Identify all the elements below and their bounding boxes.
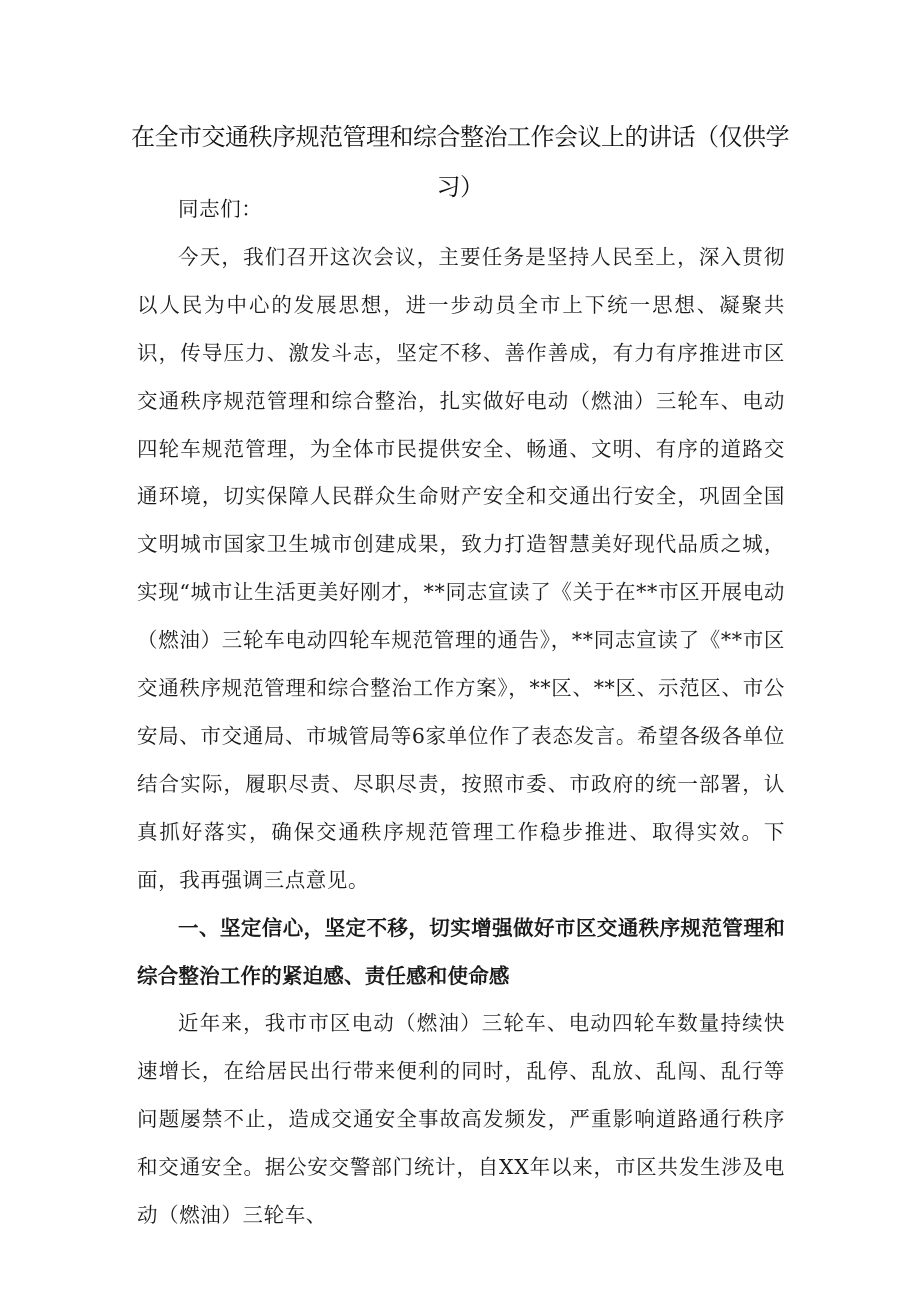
document-title: 在全市交通秩序规范管理和综合整治工作会议上的讲话（仅供学习） — [131, 123, 789, 201]
section-1-paragraph: 近年来，我市市区电动（燃油）三轮车、电动四轮车数量持续快速增长，在给居民出行带来便利的同时，乱停、乱放、乱闯、乱行等问题屡禁不止，造成交通安全事故高发频发，严重影响道路通行秩序和交通安全。据公安交警部门统计，自XX年以来，市区共发生涉及电动（燃油）三轮车、 — [137, 1011, 785, 1228]
document-body — [137, 186, 785, 1240]
opening-paragraph: 今天，我们召开这次会议，主要任务是坚持人民至上，深入贯彻以人民为中心的发展思想，进一步动员全市上下统一思想、凝聚共识，传导压力、激发斗志，坚定不移、善作善成，有力有序推进市区交通秩序规范管理和综合整治，扎实做好电动（燃油）三轮车、电动四轮车规范管理，为全体市民提供安全、畅通、文明、有序的道路交通环境，切实保障人民群众生命财产安全和交通出行安全，巩固全国文明城市国家卫生城市创建成果，致力打造智慧美好现代品质之城，实现“城市让生活更美好刚才，**同志宣读了《关于在**市区开展电动（燃油）三轮车电动四轮车规范管理的通告》，**同志宣读了《**市区交通秩序规范管理和综合整治工作方案》，**区、**区、示范区、市公安局、市交通局、市城管局等6家单位作了表态发言。希望各级各单位结合实际，履职尽责、尽职尽责，按照市委、市政府的统一部署，认真抓好落实，确保交通秩序规范管理工作稳步推进、取得实效。下面，我再强调三点意见。 — [137, 244, 785, 892]
salutation: 同志们： — [178, 197, 263, 221]
section-heading-1: 一、坚定信心，坚定不移，切实增强做好市区交通秩序规范管理和综合整治工作的紧迫感、责任感和使命感 — [137, 915, 785, 988]
